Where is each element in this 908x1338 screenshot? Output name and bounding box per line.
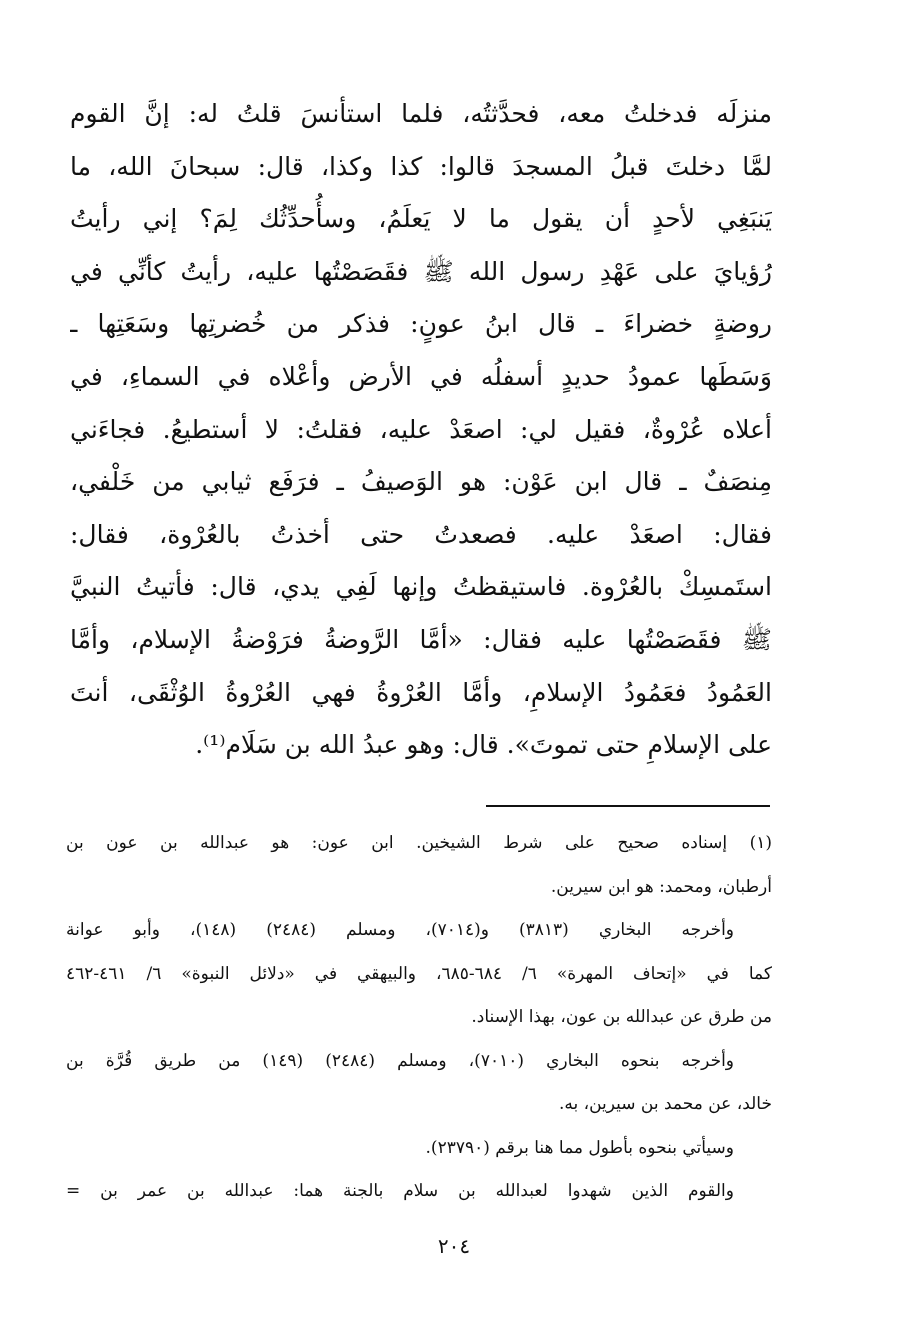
footnote-line: من طرق عن عبدالله بن عون، بهذا الإسناد. [471,1007,772,1027]
footnote-line: وأخرجه البخاري (٣٨١٣) و(٧٠١٤)، ومسلم (٢٤٨٤) (١٤٨)، وأبو عوانة [66,920,735,940]
main-text-line: مِنصَفٌ ـ قال ابن عَوْن: هو الوَصيفُ ـ فرَفَع ثيابي من خَلْفي، [70,467,772,497]
main-text-line: منزلَه فدخلتُ معه، فحدَّثتُه، فلما استأنسَ قلتُ له: إنَّ القوم [70,99,772,128]
main-text-line: يَنبَغِي لأحدٍ أن يقول ما لا يَعلَمُ، وسأُحدِّثُك لِمَ؟ إني رأيتُ [70,204,772,234]
main-text-line: استَمسِكْ بالعُرْوة. فاستيقظتُ وإنها لَفِي يدي، قال: فأتيتُ النبيَّ [70,572,772,602]
main-text-line: ﷺ فقَصَصْتُها عليه فقال: «أمَّا الرَّوضةُ فرَوْضةُ الإسلام، وأمَّا [70,624,772,654]
main-text-line: أعلاه عُرْوةٌ، فقيل لي: اصعَدْ عليه، فقلتُ: لا أستطيعُ. فجاءَني [70,414,772,444]
footnote-line: وأخرجه بنحوه البخاري (٧٠١٠)، ومسلم (٢٤٨٤) (١٤٩) من طريق قُرَّة بن [66,1050,735,1071]
footnote-line: والقوم الذين شهدوا لعبدالله بن سلام بالجنة هما: عبدالله بن عمر بن = [66,1181,734,1201]
footnote-line: أرطبان، ومحمد: هو ابن سيرين. [550,876,772,897]
footnotes [66,822,772,1214]
page-number: ٢٠٤ [437,1234,471,1258]
footnote-separator [486,805,770,807]
main-text-line: روضةٍ خضراءَ ـ قال ابنُ عونٍ: فذكر من خُضرتِها وسَعَتِها ـ [70,309,772,339]
main-text-line: العَمُودُ فعَمُودُ الإسلامِ، وأمَّا العُرْوةُ فهي العُرْوةُ الوُثْقَى، أنتَ [70,677,772,707]
main-text-line: وَسَطَها عمودُ حديدٍ أسفلُه في الأرض وأعْلاه في السماءِ، في [70,361,772,391]
footnote-line: خالد، عن محمد بن سيرين، به. [558,1094,772,1114]
main-text-line: على الإسلامِ حتى تموتَ». قال: وهو عبدُ الله بن سَلَام⁽¹⁾. [195,730,772,760]
main-text-line: رُؤيايَ على عَهْدِ رسول الله ﷺ فقَصَصْتُها عليه، رأيتُ كأنِّي في [70,256,772,286]
footnote-line: كما في «إتحاف المهرة» ٦/ ٦٨٤-٦٨٥، والبيهقي في «دلائل النبوة» ٦/ ٤٦١-٤٦٢ [66,963,772,984]
main-text-line: فقال: اصعَدْ عليه. فصعدتُ حتى أخذتُ بالعُرْوة، فقال: [70,519,772,549]
main-text [70,88,772,772]
main-text-line: لمَّا دخلتَ قبلُ المسجدَ قالوا: كذا وكذا، قال: سبحانَ الله، ما [70,151,772,181]
footnote-line: وسيأتي بنحوه بأطول مما هنا برقم (٢٣٧٩٠). [425,1137,734,1158]
footnote-line: (١) إسناده صحيح على شرط الشيخين. ابن عون: هو عبدالله بن عون بن [66,833,772,853]
